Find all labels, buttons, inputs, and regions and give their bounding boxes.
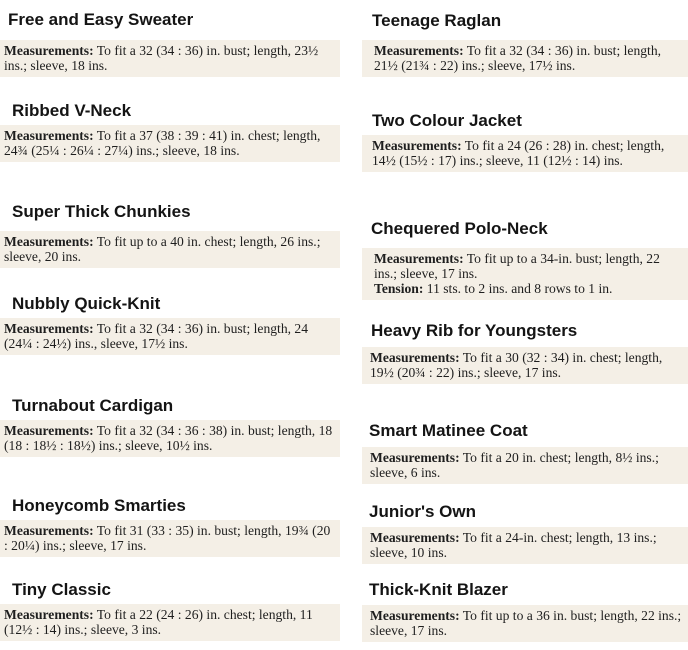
- measurements-text: To fit 31 (33 : 35) in. bust; length, 19¾ (20 : 20¼) ins.; sleeve, 17 ins.: [4, 523, 331, 553]
- pattern-super-thick-chunkies: [0, 202, 340, 268]
- measurements-block: [362, 40, 688, 77]
- measurements-label: Measurements:: [372, 138, 462, 153]
- pattern-title: Chequered Polo-Neck: [371, 219, 548, 238]
- measurements-label: Measurements:: [4, 43, 94, 58]
- measurements-block: [0, 604, 340, 641]
- pattern-title: Super Thick Chunkies: [12, 202, 191, 221]
- measurements-block: [0, 420, 340, 457]
- pattern-honeycomb-smarties: [0, 496, 340, 557]
- measurements-block: [362, 527, 688, 564]
- pattern-nubbly-quick-knit: [0, 294, 340, 355]
- left-column: [0, 0, 340, 650]
- measurements-label: Measurements:: [4, 321, 94, 336]
- measurements-text: To fit a 37 (38 : 39 : 41) in. chest; length, 24¾ (25¼ : 26¼ : 27¼) ins.; sleeve, 18 ins.: [4, 128, 321, 158]
- measurements-block: [362, 347, 688, 384]
- measurements-label: Measurements:: [4, 128, 94, 143]
- measurements-label: Measurements:: [4, 234, 94, 249]
- measurements-text: To fit a 32 (34 : 36 : 38) in. bust; length, 18 (18 : 18½ : 18½) ins.; sleeve, 10½ ins.: [4, 423, 333, 453]
- pattern-title: Honeycomb Smarties: [12, 496, 186, 515]
- measurements-label: Measurements:: [374, 43, 464, 58]
- pattern-teenage-raglan: [362, 11, 688, 77]
- pattern-heavy-rib-for-youngsters: [362, 321, 688, 384]
- measurements-label: Measurements:: [370, 530, 460, 545]
- pattern-title: Heavy Rib for Youngsters: [371, 321, 578, 340]
- pattern-title: Ribbed V-Neck: [12, 101, 132, 120]
- measurements-label: Measurements:: [370, 450, 460, 465]
- pattern-title: Two Colour Jacket: [372, 111, 522, 130]
- measurements-block: [0, 318, 340, 355]
- measurements-block: [0, 231, 340, 268]
- measurements-label: Measurements:: [374, 251, 464, 266]
- right-column: [362, 0, 688, 650]
- measurements-text: To fit a 24 (26 : 28) in. chest; length, 14½ (15½ : 17) ins.; sleeve, 11 (12½ : 14) ins.: [372, 138, 665, 168]
- pattern-chequered-polo-neck: [362, 219, 688, 300]
- pattern-title: Turnabout Cardigan: [12, 396, 174, 415]
- measurements-text: To fit a 32 (34 : 36) in. bust; length, 23½ ins.; sleeve, 18 ins.: [4, 43, 319, 73]
- measurements-text: To fit a 22 (24 : 26) in. chest; length, 11 (12½ : 14) ins.; sleeve, 3 ins.: [4, 607, 313, 637]
- measurements-label: Measurements:: [4, 607, 94, 622]
- measurements-label: Measurements:: [4, 423, 94, 438]
- measurements-block: [0, 125, 340, 162]
- pattern-title: Tiny Classic: [12, 580, 111, 599]
- measurements-text: To fit up to a 34-in. bust; length, 22 ins.; sleeve, 17 ins.: [374, 251, 660, 281]
- pattern-free-and-easy-sweater: [0, 10, 340, 77]
- pattern-title: Free and Easy Sweater: [8, 10, 194, 29]
- measurements-text: To fit a 20 in. chest; length, 8½ ins.; sleeve, 6 ins.: [370, 450, 659, 480]
- pattern-title: Smart Matinee Coat: [369, 421, 528, 440]
- measurements-label: Measurements:: [370, 350, 460, 365]
- measurements-text: To fit a 32 (34 : 36) in. bust; length, 24 (24¼ : 24½) ins., sleeve, 17½ ins.: [4, 321, 309, 351]
- pattern-ribbed-v-neck: [0, 101, 340, 162]
- pattern-thick-knit-blazer: [362, 580, 688, 642]
- measurements-text: To fit a 30 (32 : 34) in. chest; length, 19½ (20¾ : 22) ins.; sleeve, 17 ins.: [370, 350, 663, 380]
- measurements-block: [362, 135, 688, 172]
- measurements-text: To fit a 32 (34 : 36) in. bust; length, 21½ (21¾ : 22) ins.; sleeve, 17½ ins.: [374, 43, 662, 73]
- measurements-block: [362, 605, 688, 642]
- measurements-label: Measurements:: [370, 608, 460, 623]
- measurements-label: Measurements:: [4, 523, 94, 538]
- pattern-tiny-classic: [0, 580, 340, 641]
- pattern-two-colour-jacket: [362, 111, 688, 172]
- pattern-title: Junior's Own: [369, 502, 476, 521]
- measurements-block: [362, 447, 688, 484]
- measurements-text: To fit up to a 36 in. bust; length, 22 ins.; sleeve, 17 ins.: [370, 608, 682, 638]
- measurements-block: [0, 520, 340, 557]
- measurements-block: [362, 248, 688, 300]
- measurements-text: To fit a 24-in. chest; length, 13 ins.; sleeve, 10 ins.: [370, 530, 657, 560]
- pattern-title: Thick-Knit Blazer: [369, 580, 508, 599]
- measurements-text: To fit up to a 40 in. chest; length, 26 ins.; sleeve, 20 ins.: [4, 234, 321, 264]
- pattern-juniors-own: [362, 502, 688, 564]
- tension-label: Tension:: [374, 281, 424, 296]
- pattern-smart-matinee-coat: [362, 421, 688, 484]
- pattern-title: Nubbly Quick-Knit: [12, 294, 161, 313]
- pattern-title: Teenage Raglan: [372, 11, 502, 30]
- pattern-turnabout-cardigan: [0, 396, 340, 457]
- measurements-block: [0, 40, 340, 77]
- tension-text: 11 sts. to 2 ins. and 8 rows to 1 in.: [426, 281, 613, 296]
